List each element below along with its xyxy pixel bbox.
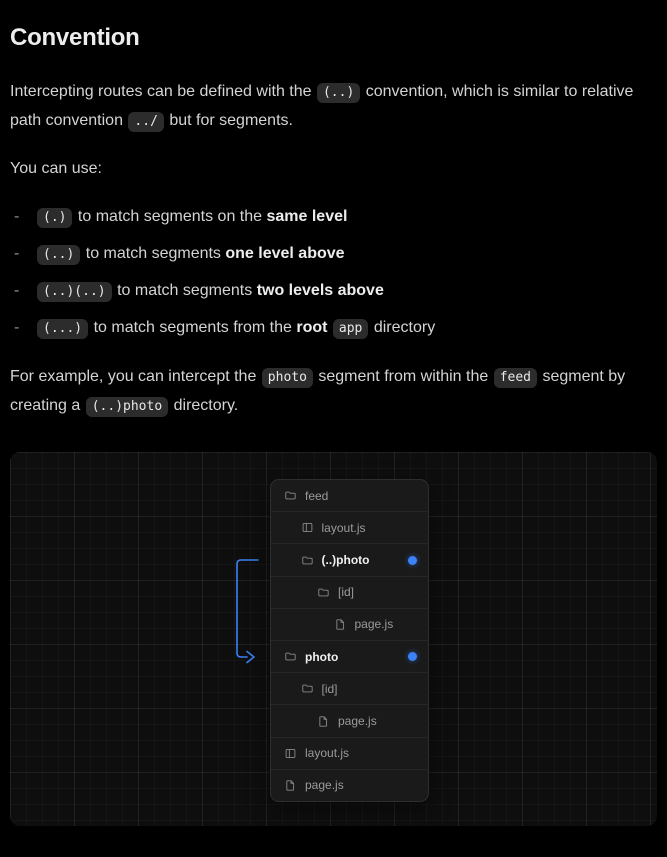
example-text-4: directory. <box>169 397 239 414</box>
file-icon <box>284 779 297 792</box>
tree-row <box>271 737 428 769</box>
tree-row-label: page.js <box>354 617 394 632</box>
tree-row-label: photo <box>305 649 339 664</box>
tree-row <box>271 704 428 736</box>
list-bold: same level <box>266 208 348 225</box>
tree-row <box>271 769 428 801</box>
folder-icon <box>284 650 297 663</box>
inline-code-relpath: ../ <box>128 112 163 132</box>
layout-icon <box>301 521 314 534</box>
list-text: to match segments <box>112 282 257 299</box>
example-text-1: For example, you can intercept the <box>10 368 261 385</box>
list-text: to match segments <box>81 245 226 262</box>
list-bullet: - <box>14 282 20 299</box>
file-icon <box>317 715 330 728</box>
tree-row <box>271 576 428 608</box>
inline-code-dotdotphoto: (..)photo <box>86 397 168 417</box>
inline-code-app: app <box>333 319 368 339</box>
file-tree <box>270 479 429 802</box>
folder-icon <box>301 682 314 695</box>
intro-text-1: Intercepting routes can be defined with the <box>10 83 316 100</box>
list-item-root <box>10 314 657 343</box>
folder-icon <box>317 586 330 599</box>
folder-icon <box>301 554 314 567</box>
list-item-same-level <box>10 203 657 232</box>
page-title: Convention <box>10 24 140 51</box>
tree-row <box>271 543 428 575</box>
usage-label: You can use: <box>10 160 102 177</box>
doc-section <box>0 24 667 826</box>
example-paragraph <box>10 363 657 421</box>
intro-text-2: convention, which is similar to relative path convention <box>10 83 634 129</box>
tree-row <box>271 640 428 672</box>
list-text: to match segments from the <box>89 319 297 336</box>
intro-paragraph <box>10 78 657 136</box>
file-icon <box>334 618 347 631</box>
active-route-dot <box>408 556 417 565</box>
list-text: to match segments on the <box>73 208 267 225</box>
list-tail: directory <box>369 319 436 336</box>
list-item-one-level <box>10 240 657 269</box>
route-interception-diagram <box>10 452 657 826</box>
list-bullet: - <box>14 208 20 225</box>
list-bold: one level above <box>225 245 345 262</box>
list-bullet: - <box>14 319 20 336</box>
folder-icon <box>284 489 297 502</box>
tree-row-label: page.js <box>305 778 344 793</box>
tree-row-label: layout.js <box>305 746 350 761</box>
inline-code-dotdot: (..) <box>317 83 360 103</box>
tree-row-label: (..)photo <box>321 553 370 567</box>
list-sep <box>327 319 331 336</box>
list-bold: two levels above <box>256 282 384 299</box>
tree-row <box>271 608 428 640</box>
tree-row-label: [id] <box>321 681 338 696</box>
tree-row <box>271 672 428 704</box>
tree-row <box>271 480 428 511</box>
inline-code-feed: feed <box>494 368 537 388</box>
inline-code: (...) <box>37 319 88 339</box>
list-bold: root <box>296 319 328 336</box>
example-text-2: segment from within the <box>313 368 493 385</box>
inline-code: (..) <box>37 245 80 265</box>
tree-row-label: page.js <box>338 714 377 729</box>
inline-code-photo: photo <box>262 368 313 388</box>
tree-row <box>271 511 428 543</box>
layout-icon <box>284 747 297 760</box>
tree-row-label: feed <box>305 488 329 503</box>
inline-code: (..)(..) <box>37 282 112 302</box>
tree-row-label: layout.js <box>321 520 366 535</box>
inline-code: (.) <box>37 208 72 228</box>
list-item-two-levels <box>10 277 657 306</box>
example-text-3: segment by creating a <box>10 368 626 414</box>
intro-text-3: but for segments. <box>164 112 293 129</box>
active-route-dot <box>408 652 417 661</box>
convention-list <box>10 203 657 343</box>
tree-row-label: [id] <box>338 585 355 600</box>
list-bullet: - <box>14 245 20 262</box>
